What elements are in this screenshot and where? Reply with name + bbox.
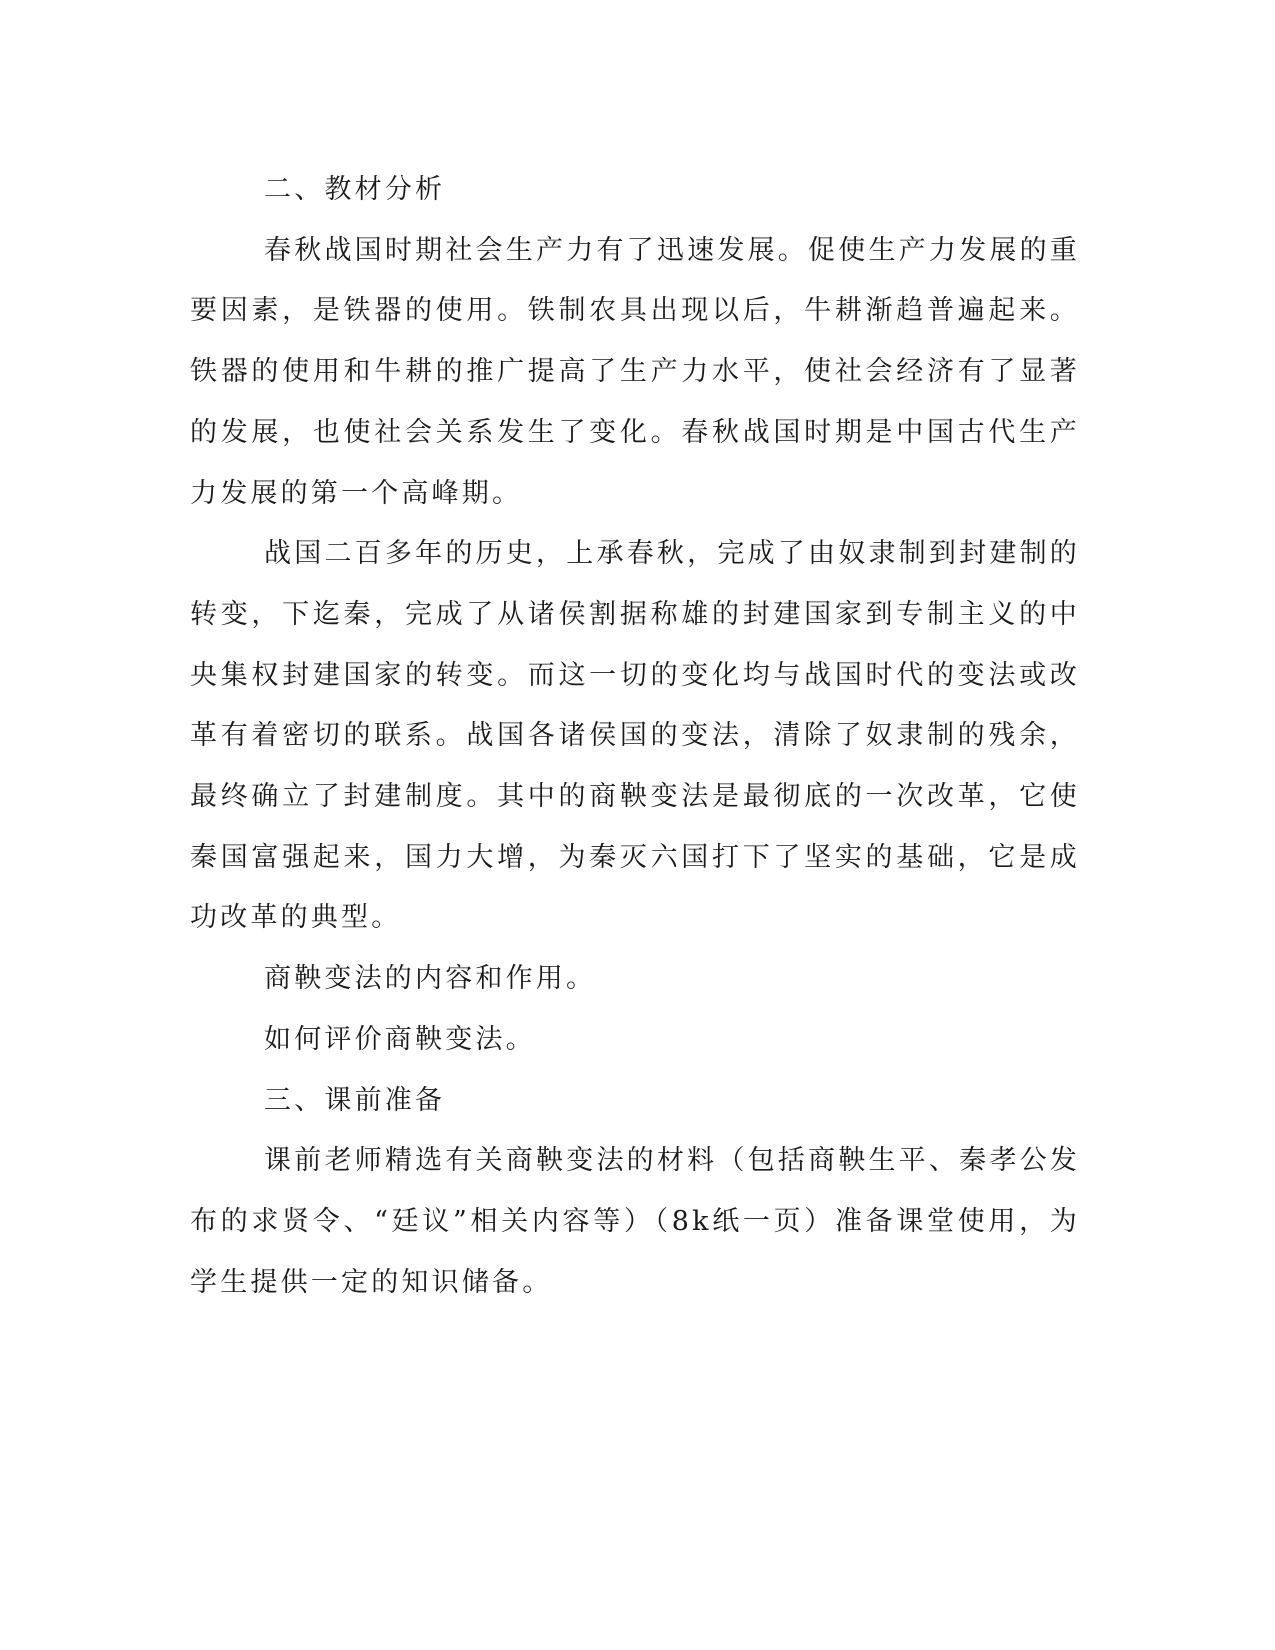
section-heading-preparation: 三、课前准备 [264, 1084, 446, 1116]
document-body [190, 160, 1080, 1313]
section-heading-textbook-analysis: 二、教材分析 [264, 174, 446, 205]
paragraph-productivity: 春秋战国时期社会生产力有了迅速发展。促使生产力发展的重要因素，是铁器的使用。铁制农具出现以后，牛耕渐趋普遍起来。铁器的使用和牛耕的推广提高了生产力水平，使社会经济有了显著的发展，也使社会关系发生了变化。春秋战国时期是中国古代生产力发展的第一个高峰期。 [190, 234, 1080, 509]
paragraph-preparation: 课前老师精选有关商鞅变法的材料（包括商鞅生平、秦孝公发布的求贤令、“廷议”相关内容等）（8k纸一页）准备课堂使用，为学生提供一定的知识储备。 [190, 1145, 1080, 1298]
paragraph-warring-states-history: 战国二百多年的历史，上承春秋，完成了由奴隶制到封建制的转变，下迄秦，完成了从诸侯割据称雄的封建国家到专制主义的中央集权封建国家的转变。而这一切的变化均与战国时代的变法或改革有着密切的联系。战国各诸侯国的变法，清除了奴隶制的残余，最终确立了封建制度。其中的商鞅变法是最彻底的一次改革，它使秦国富强起来，国力大增，为秦灭六国打下了坚实的基础，它是成功改革的典型。 [190, 538, 1080, 934]
key-point-evaluation: 如何评价商鞅变法。 [264, 1023, 536, 1055]
key-point-content-and-effect: 商鞅变法的内容和作用。 [264, 963, 597, 995]
